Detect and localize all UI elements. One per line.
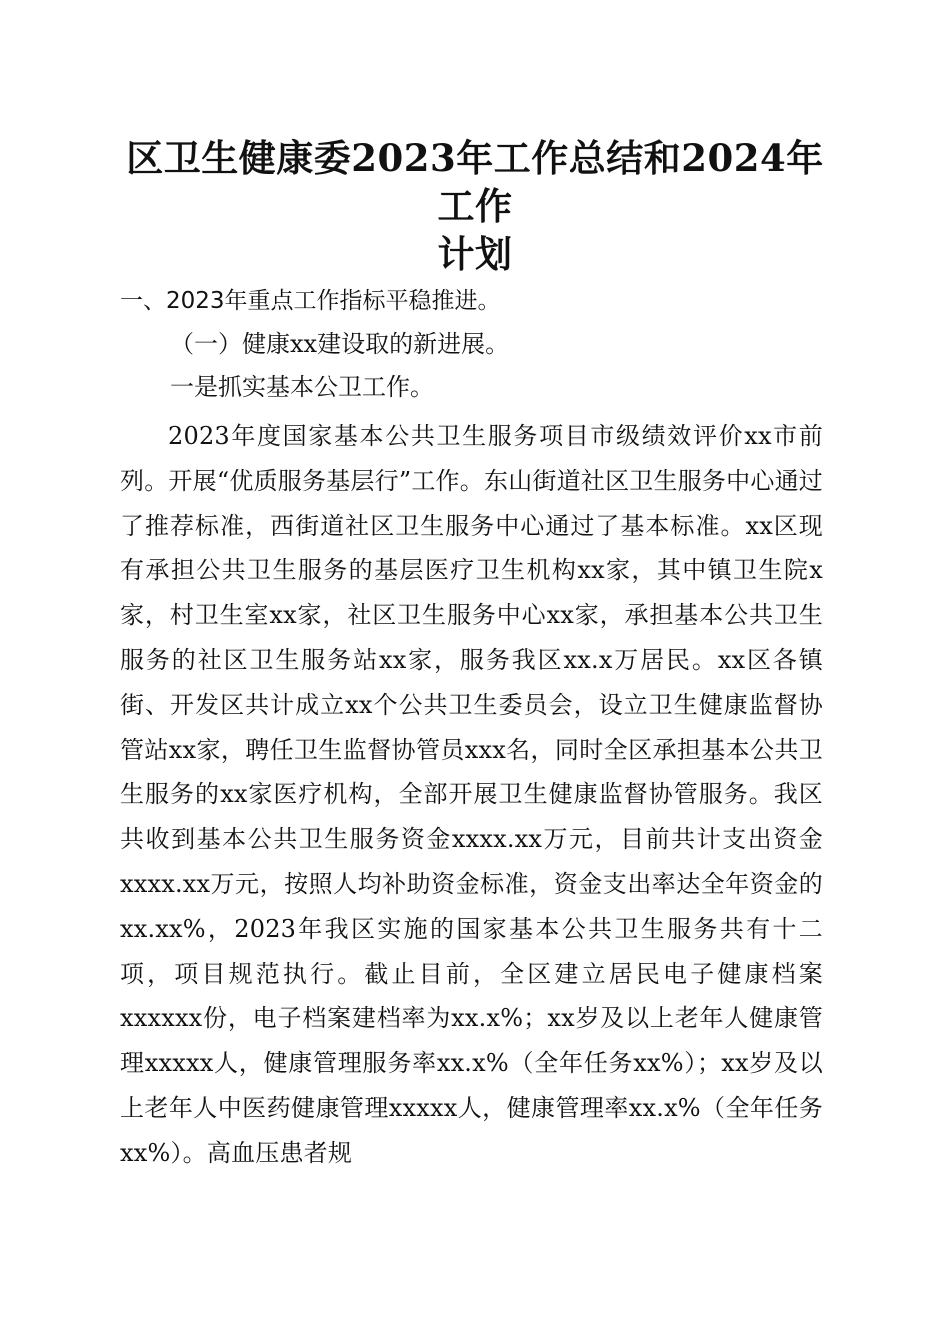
section-heading-1: 一、2023年重点工作指标平稳推进。 <box>120 288 501 314</box>
point-heading-1: 一是抓实基本公卫工作。 <box>170 373 434 401</box>
subsection-heading-1: （一）健康xx建设取的新进展。 <box>170 330 510 358</box>
title-line-1: 区卫生健康委2023年工作总结和2024年工作 <box>126 136 824 228</box>
body-paragraph-1: 2023年度国家基本公共卫生服务项目市级绩效评价xx市前列。开展“优质服务基层行”工作。东山街道社区卫生服务中心通过了推荐标准，西街道社区卫生服务中心通过了基本标准。xx区现有承担公共卫生服务的基层医疗卫生机构xx家，其中镇卫生院x家，村卫生室xx家，社区卫生服务中心xx家，承担基本公共卫生服务的社区卫生服务站xx家，服务我区xx.x万居民。xx区各镇街、开发区共计成立xx个公共卫生委员会，设立卫生健康监督协管站xx家，聘任卫生监督协管员xxx名，同时全区承担基本公共卫生服务的xx家医疗机构，全部开展卫生健康监督协管服务。我区共收到基本公共卫生服务资金xxxx.xx万元，目前共计支出资金xxxx.xx万元，按照人均补助资金标准，资金支出率达全年资金的xx.xx%，2023年我区实施的国家基本公共卫生服务共有十二项，项目规范执行。截止目前，全区建立居民电子健康档案xxxxxx份，电子档案建档率为xx.x%；xx岁及以上老年人健康管理xxxxx人，健康管理服务率xx.x%（全年任务xx%）；xx岁及以上老年人中医药健康管理xxxxx人，健康管理率xx.x%（全年任务xx%）。高血压患者规 <box>120 422 823 1167</box>
document-title <box>110 134 840 278</box>
title-line-2: 计划 <box>437 232 513 276</box>
